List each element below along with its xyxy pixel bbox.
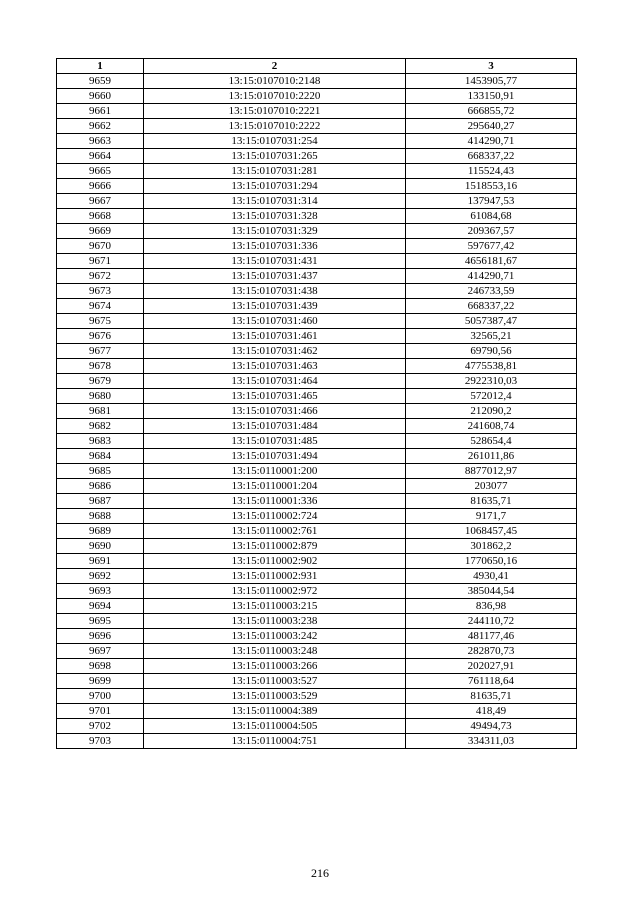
table-cell: 13:15:0110003:238 [144,614,406,629]
table-cell: 4930,41 [406,569,577,584]
table-cell: 9703 [57,734,144,749]
table-cell: 13:15:0107031:254 [144,134,406,149]
table-cell: 137947,53 [406,194,577,209]
table-cell: 13:15:0110003:248 [144,644,406,659]
table-cell: 528654,4 [406,434,577,449]
table-cell: 13:15:0107031:466 [144,404,406,419]
table-cell: 13:15:0107010:2222 [144,119,406,134]
table-row [57,149,577,164]
page-number: 216 [311,866,329,880]
table-cell: 13:15:0107031:463 [144,359,406,374]
column-header: 1 [57,59,144,74]
table-cell: 13:15:0110003:242 [144,629,406,644]
table-row [57,119,577,134]
table-cell: 13:15:0110002:879 [144,539,406,554]
table-cell: 13:15:0107031:281 [144,164,406,179]
table-cell: 202027,91 [406,659,577,674]
table-row [57,239,577,254]
table-cell: 481177,46 [406,629,577,644]
table-cell: 13:15:0110003:215 [144,599,406,614]
table-cell: 9683 [57,434,144,449]
table-row [57,644,577,659]
table-cell: 81635,71 [406,494,577,509]
column-header: 3 [406,59,577,74]
table-row [57,689,577,704]
table-cell: 9678 [57,359,144,374]
table-row [57,134,577,149]
table-cell: 9681 [57,404,144,419]
table-cell: 13:15:0107031:431 [144,254,406,269]
table-row [57,704,577,719]
table-cell: 13:15:0110001:204 [144,479,406,494]
table-cell: 1770650,16 [406,554,577,569]
table-row [57,509,577,524]
table-cell: 9660 [57,89,144,104]
table-cell: 9659 [57,74,144,89]
table-row [57,194,577,209]
table-cell: 9674 [57,299,144,314]
table-cell: 9691 [57,554,144,569]
table-row [57,584,577,599]
table-row [57,359,577,374]
table-cell: 246733,59 [406,284,577,299]
table-cell: 282870,73 [406,644,577,659]
table-cell: 13:15:0110003:266 [144,659,406,674]
table-cell: 13:15:0107031:336 [144,239,406,254]
table-cell: 9171,7 [406,509,577,524]
data-table [56,58,577,749]
table-cell: 133150,91 [406,89,577,104]
column-header: 2 [144,59,406,74]
table-cell: 13:15:0110002:902 [144,554,406,569]
table-row [57,224,577,239]
table-cell: 241608,74 [406,419,577,434]
table-row [57,389,577,404]
table-row [57,314,577,329]
table-cell: 9695 [57,614,144,629]
table-cell: 9680 [57,389,144,404]
table-cell: 385044,54 [406,584,577,599]
table-cell: 9690 [57,539,144,554]
table-cell: 9668 [57,209,144,224]
table-cell: 9666 [57,179,144,194]
table-cell: 1068457,45 [406,524,577,539]
table-row [57,734,577,749]
header-row [57,59,577,74]
table-cell: 13:15:0107031:329 [144,224,406,239]
table-cell: 13:15:0107031:328 [144,209,406,224]
table-cell: 668337,22 [406,149,577,164]
table-row [57,659,577,674]
table-row [57,569,577,584]
table-cell: 9671 [57,254,144,269]
table-cell: 4775538,81 [406,359,577,374]
table-cell: 9689 [57,524,144,539]
table-cell: 9700 [57,689,144,704]
table-cell: 244110,72 [406,614,577,629]
table-row [57,344,577,359]
table-row [57,419,577,434]
table-row [57,479,577,494]
table-cell: 9701 [57,704,144,719]
table-cell: 301862,2 [406,539,577,554]
table-row [57,254,577,269]
table-cell: 414290,71 [406,134,577,149]
table-cell: 209367,57 [406,224,577,239]
table-cell: 69790,56 [406,344,577,359]
table-cell: 9693 [57,584,144,599]
table-cell: 9682 [57,419,144,434]
table-cell: 212090,2 [406,404,577,419]
table-cell: 13:15:0107031:461 [144,329,406,344]
table-row [57,374,577,389]
table-cell: 32565,21 [406,329,577,344]
table-cell: 13:15:0110002:931 [144,569,406,584]
table-cell: 1453905,77 [406,74,577,89]
table-cell: 13:15:0107010:2220 [144,89,406,104]
table-cell: 13:15:0110003:529 [144,689,406,704]
table-cell: 13:15:0107031:485 [144,434,406,449]
table-row [57,614,577,629]
table-cell: 115524,43 [406,164,577,179]
table-cell: 418,49 [406,704,577,719]
table-cell: 295640,27 [406,119,577,134]
table-cell: 13:15:0107010:2221 [144,104,406,119]
table-body [57,74,577,749]
table-cell: 9698 [57,659,144,674]
table-cell: 13:15:0107031:465 [144,389,406,404]
table-cell: 9687 [57,494,144,509]
table-cell: 13:15:0110002:761 [144,524,406,539]
table-cell: 13:15:0107031:460 [144,314,406,329]
table-cell: 13:15:0110002:724 [144,509,406,524]
table-cell: 9675 [57,314,144,329]
table-cell: 13:15:0107031:484 [144,419,406,434]
table-cell: 9694 [57,599,144,614]
table-cell: 13:15:0110004:751 [144,734,406,749]
table-row [57,284,577,299]
table-cell: 1518553,16 [406,179,577,194]
table-cell: 9676 [57,329,144,344]
table-cell: 9665 [57,164,144,179]
table-row [57,524,577,539]
table-cell: 13:15:0110001:336 [144,494,406,509]
table-cell: 9679 [57,374,144,389]
table-cell: 9662 [57,119,144,134]
table-header [57,59,577,74]
table-row [57,269,577,284]
table-cell: 9673 [57,284,144,299]
table-cell: 9696 [57,629,144,644]
table-row [57,104,577,119]
table-row [57,719,577,734]
table-cell: 13:15:0107031:437 [144,269,406,284]
table-cell: 572012,4 [406,389,577,404]
table-row [57,434,577,449]
table-cell: 9661 [57,104,144,119]
table-cell: 13:15:0110001:200 [144,464,406,479]
table-cell: 9672 [57,269,144,284]
table-row [57,449,577,464]
table-row [57,329,577,344]
table-cell: 13:15:0107031:265 [144,149,406,164]
table-row [57,554,577,569]
table-cell: 9688 [57,509,144,524]
table-cell: 414290,71 [406,269,577,284]
table-row [57,299,577,314]
table-cell: 61084,68 [406,209,577,224]
table-cell: 13:15:0107031:294 [144,179,406,194]
table-row [57,209,577,224]
table-cell: 13:15:0110004:505 [144,719,406,734]
table-cell: 9670 [57,239,144,254]
table-row [57,599,577,614]
table-cell: 13:15:0107010:2148 [144,74,406,89]
table-cell: 9663 [57,134,144,149]
table-cell: 9685 [57,464,144,479]
table-cell: 13:15:0107031:464 [144,374,406,389]
table-cell: 9686 [57,479,144,494]
table-cell: 761118,64 [406,674,577,689]
table-cell: 9677 [57,344,144,359]
table-cell: 9669 [57,224,144,239]
table-cell: 836,98 [406,599,577,614]
table-cell: 334311,03 [406,734,577,749]
table-cell: 49494,73 [406,719,577,734]
table-cell: 597677,42 [406,239,577,254]
table-cell: 81635,71 [406,689,577,704]
table-cell: 9692 [57,569,144,584]
table-row [57,164,577,179]
table-cell: 9664 [57,149,144,164]
table-row [57,89,577,104]
table-cell: 13:15:0107031:494 [144,449,406,464]
table-row [57,629,577,644]
table-row [57,494,577,509]
table-cell: 13:15:0107031:462 [144,344,406,359]
table-cell: 13:15:0110002:972 [144,584,406,599]
table-cell: 9697 [57,644,144,659]
table-cell: 9699 [57,674,144,689]
table-cell: 13:15:0110004:389 [144,704,406,719]
table-cell: 9667 [57,194,144,209]
table-cell: 9684 [57,449,144,464]
table-cell: 5057387,47 [406,314,577,329]
table-cell: 261011,86 [406,449,577,464]
table-cell: 2922310,03 [406,374,577,389]
table-row [57,74,577,89]
table-cell: 13:15:0107031:439 [144,299,406,314]
table-cell: 4656181,67 [406,254,577,269]
table-cell: 8877012,97 [406,464,577,479]
table-cell: 13:15:0107031:438 [144,284,406,299]
table-cell: 203077 [406,479,577,494]
table-cell: 668337,22 [406,299,577,314]
table-row [57,404,577,419]
table-cell: 13:15:0107031:314 [144,194,406,209]
table-cell: 666855,72 [406,104,577,119]
table-row [57,674,577,689]
table-row [57,464,577,479]
table-cell: 9702 [57,719,144,734]
table-row [57,179,577,194]
table-cell: 13:15:0110003:527 [144,674,406,689]
table-row [57,539,577,554]
